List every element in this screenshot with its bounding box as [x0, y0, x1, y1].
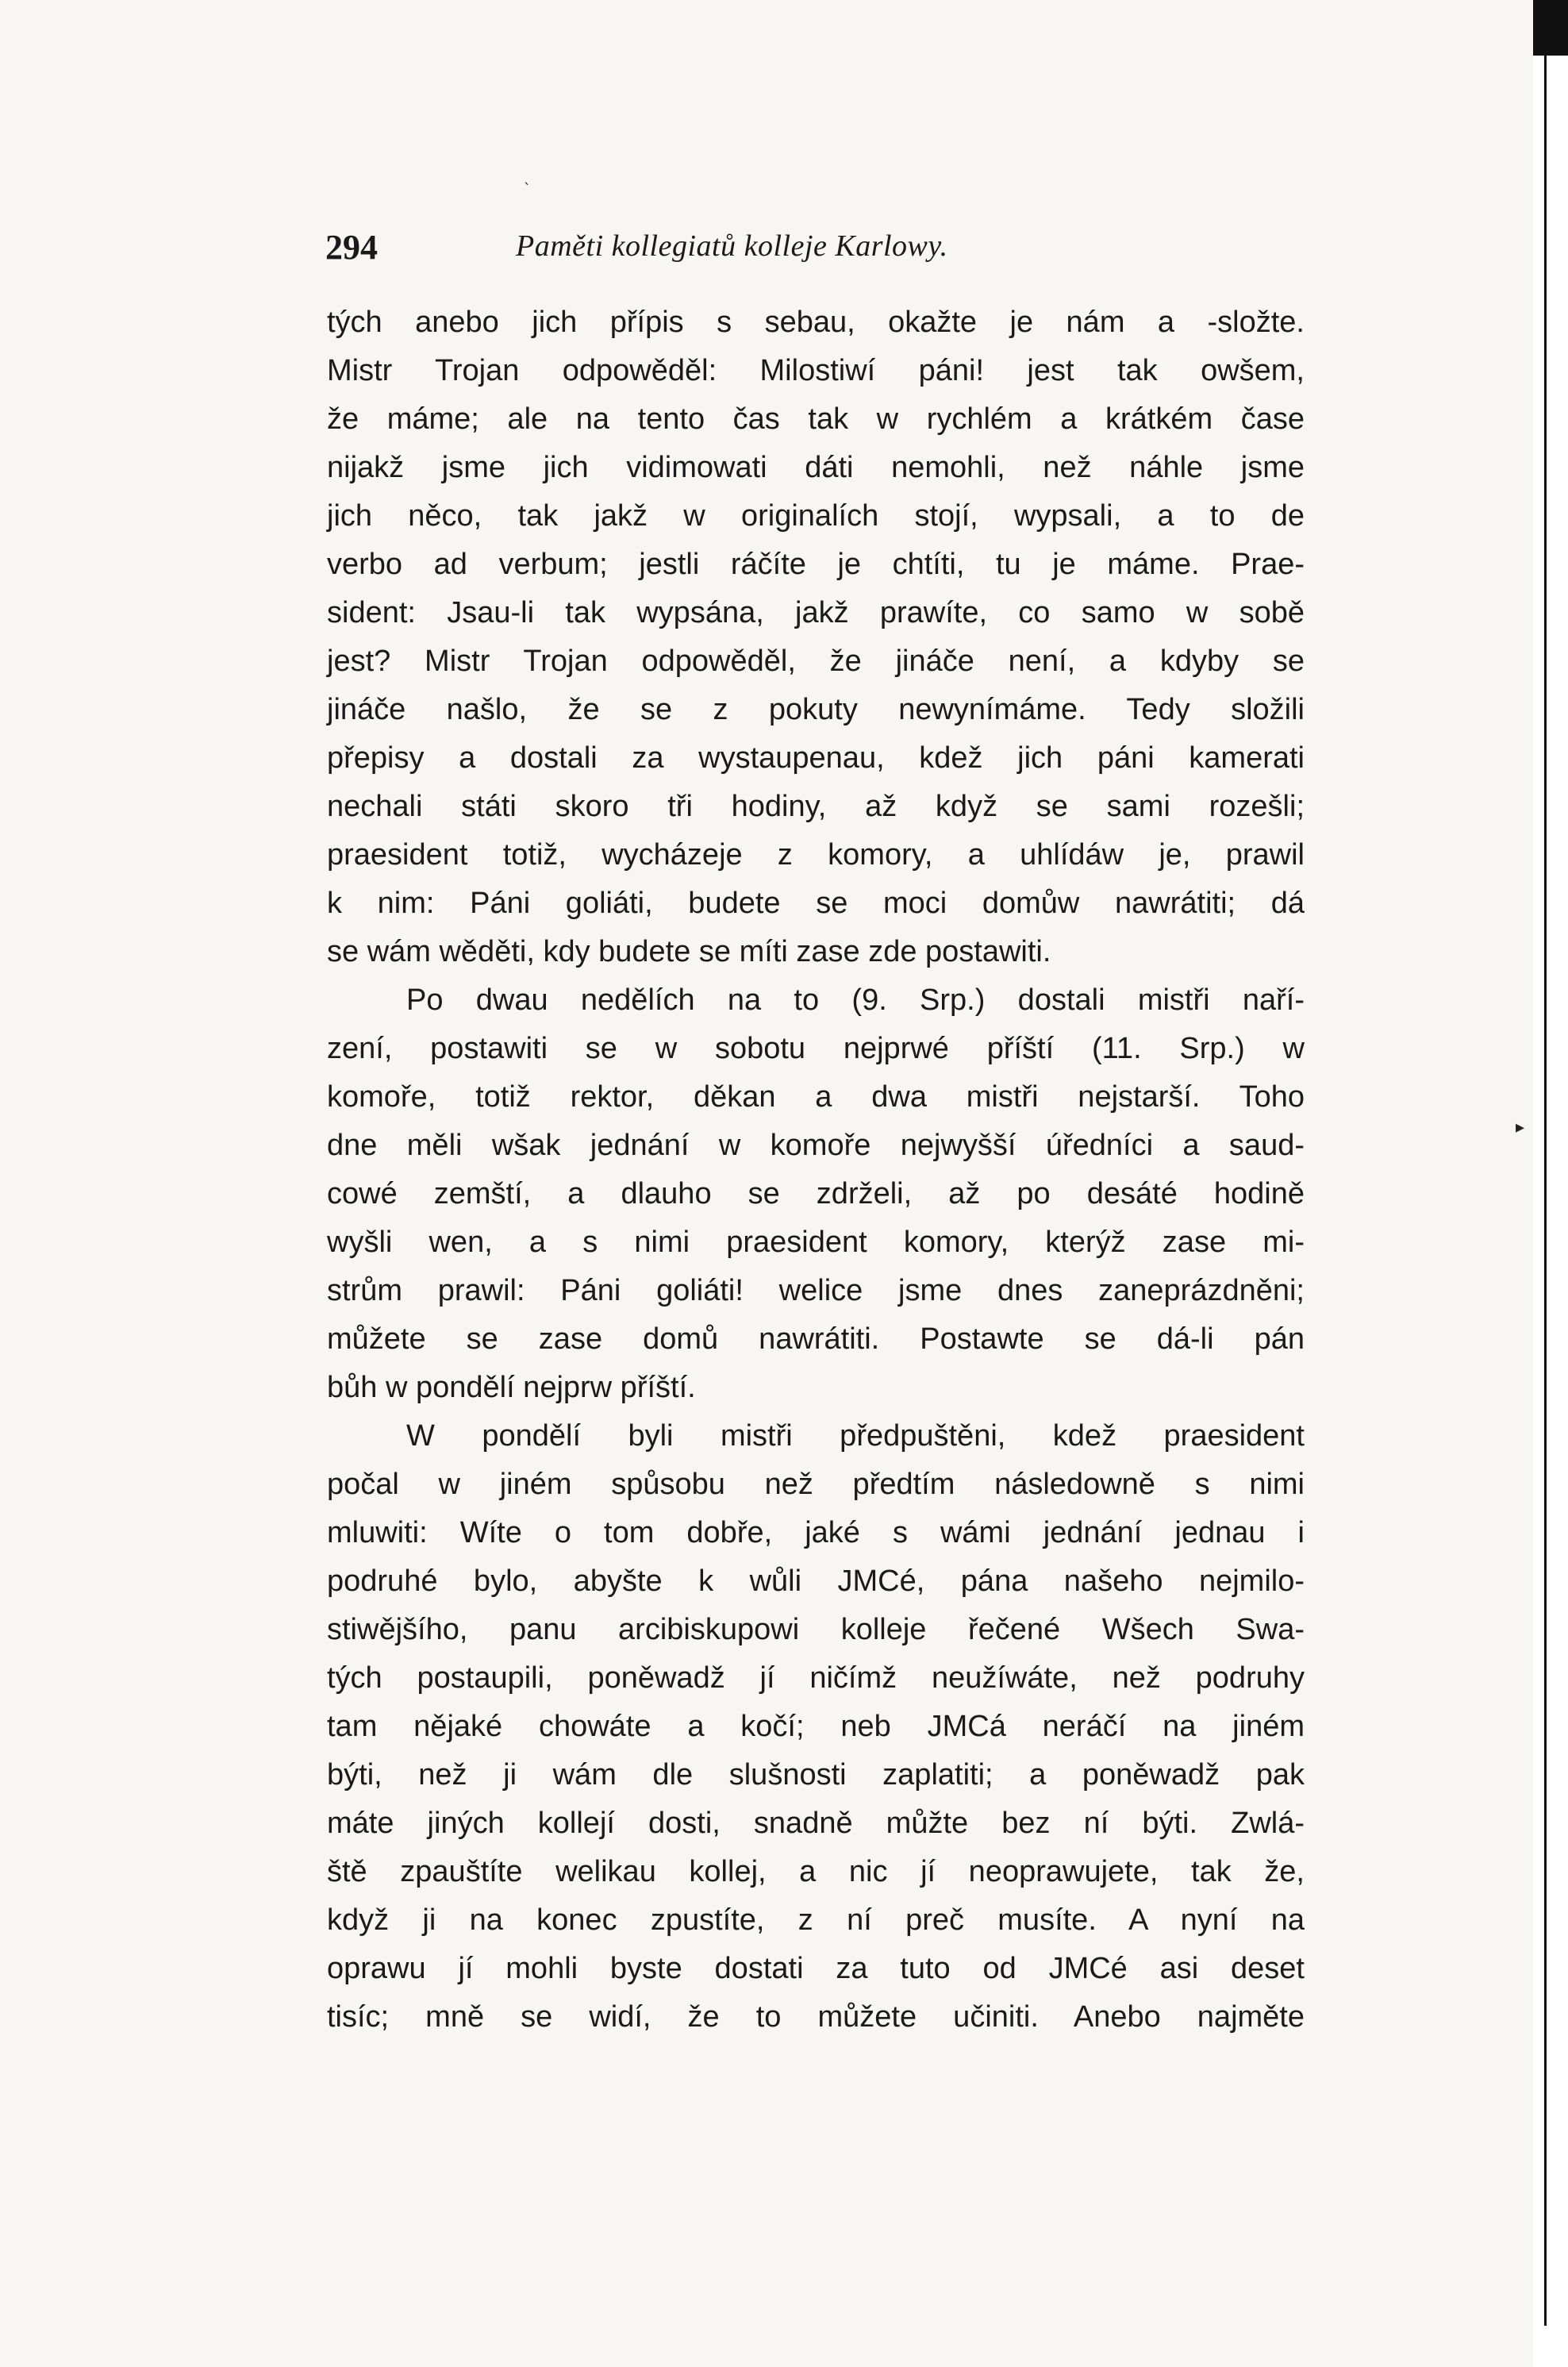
scan-speck: ˋ	[524, 181, 531, 198]
text-line: podruhé bylo, abyšte k wůli JMCé, pána našeho nejmilo-	[327, 1565, 1305, 1598]
text-line: jich něco, tak jakž w originalích stojí, wypsali, a to de	[327, 499, 1305, 533]
text-line: strům prawil: Páni goliáti! welice jsme dnes zaneprázdněni;	[327, 1274, 1305, 1307]
text-line: přepisy a dostali za wystaupenau, kdež jich páni kamerati	[327, 741, 1305, 775]
text-line: tam nějaké chowáte a kočí; neb JMCá neráčí na jiném	[327, 1710, 1305, 1743]
text-line: když ji na konec zpustíte, z ní preč musíte. A nyní na	[327, 1903, 1305, 1937]
text-line: tých postaupili, poněwadž jí ničímž neužíwáte, než podruhy	[327, 1661, 1305, 1695]
text-line: se wám wěděti, kdy budete se míti zase zde postawiti.	[327, 935, 1051, 968]
text-line: dne měli wšak jednání w komoře nejwyšší úředníci a saud-	[327, 1129, 1305, 1162]
text-line: ště zpauštíte welikau kollej, a nic jí neoprawujete, tak že,	[327, 1855, 1305, 1888]
text-line: Mistr Trojan odpowěděl: Milostiwí páni! jest tak owšem,	[327, 354, 1305, 387]
text-line: jest? Mistr Trojan odpowěděl, že jináče není, a kdyby se	[327, 645, 1305, 678]
scan-edge	[1533, 0, 1568, 2367]
running-title: Paměti kollegiatů kolleje Karlowy.	[516, 229, 948, 263]
text-line: k nim: Páni goliáti, budete se moci domůw nawrátiti; dá	[327, 887, 1305, 920]
text-line: býti, než ji wám dle slušnosti zaplatiti; a poněwadž pak	[327, 1758, 1305, 1792]
scan-edge-line	[1544, 56, 1547, 2326]
text-line: W pondělí byli mistři předpuštěni, kdež praesident	[406, 1419, 1305, 1453]
scan-speck: ▸	[1516, 1118, 1525, 1137]
text-line: zení, postawiti se w sobotu nejprwé příští (11. Srp.) w	[327, 1032, 1305, 1065]
page-header	[325, 227, 1309, 271]
text-line: máte jiných kollejí dosti, snadně můžte bez ní býti. Zwlá-	[327, 1807, 1305, 1840]
text-line: nechali státi skoro tři hodiny, až když se sami rozešli;	[327, 790, 1305, 823]
paragraph-1	[327, 298, 1305, 976]
text-line: praesident totiž, wycházeje z komory, a uhlídáw je, prawil	[327, 838, 1305, 872]
text-line: jináče našlo, že se z pokuty newynímáme. Tedy složili	[327, 693, 1305, 726]
text-line: nijakž jsme jich vidimowati dáti nemohli, než náhle jsme	[327, 451, 1305, 484]
scan-edge-shadow	[1533, 0, 1568, 56]
body-text	[327, 298, 1305, 2042]
text-line: že máme; ale na tento čas tak w rychlém a krátkém čase	[327, 402, 1305, 436]
text-line: sident: Jsau-li tak wypsána, jakž prawíte, co samo w sobě	[327, 596, 1305, 629]
text-line: wyšli wen, a s nimi praesident komory, kterýž zase mi-	[327, 1226, 1305, 1259]
text-line: stiwějšího, panu arcibiskupowi kolleje řečené Wšech Swa-	[327, 1613, 1305, 1646]
text-line: Po dwau nedělích na to (9. Srp.) dostali mistři naří-	[406, 983, 1305, 1017]
text-line: bůh w pondělí nejprw příští.	[327, 1371, 696, 1404]
paragraph-3	[327, 1412, 1305, 2042]
text-line: cowé zemští, a dlauho se zdrželi, až po desáté hodině	[327, 1177, 1305, 1210]
text-line: můžete se zase domů nawrátiti. Postawte se dá-li pán	[327, 1322, 1305, 1356]
text-line: počal w jiném spůsobu než předtím následowně s nimi	[327, 1468, 1305, 1501]
text-line: tých anebo jich přípis s sebau, okažte je nám a -složte.	[327, 306, 1305, 339]
paragraph-2	[327, 976, 1305, 1412]
text-line: komoře, totiž rektor, děkan a dwa mistři nejstarší. Toho	[327, 1080, 1305, 1114]
page-number: 294	[325, 228, 378, 267]
text-line: mluwiti: Wíte o tom dobře, jaké s wámi jednání jednau i	[327, 1516, 1305, 1549]
text-line: verbo ad verbum; jestli ráčíte je chtíti, tu je máme. Prae-	[327, 548, 1305, 581]
text-line: tisíc; mně se widí, že to můžete učiniti. Anebo najměte	[327, 2000, 1305, 2034]
text-line: oprawu jí mohli byste dostati za tuto od JMCé asi deset	[327, 1952, 1305, 1985]
